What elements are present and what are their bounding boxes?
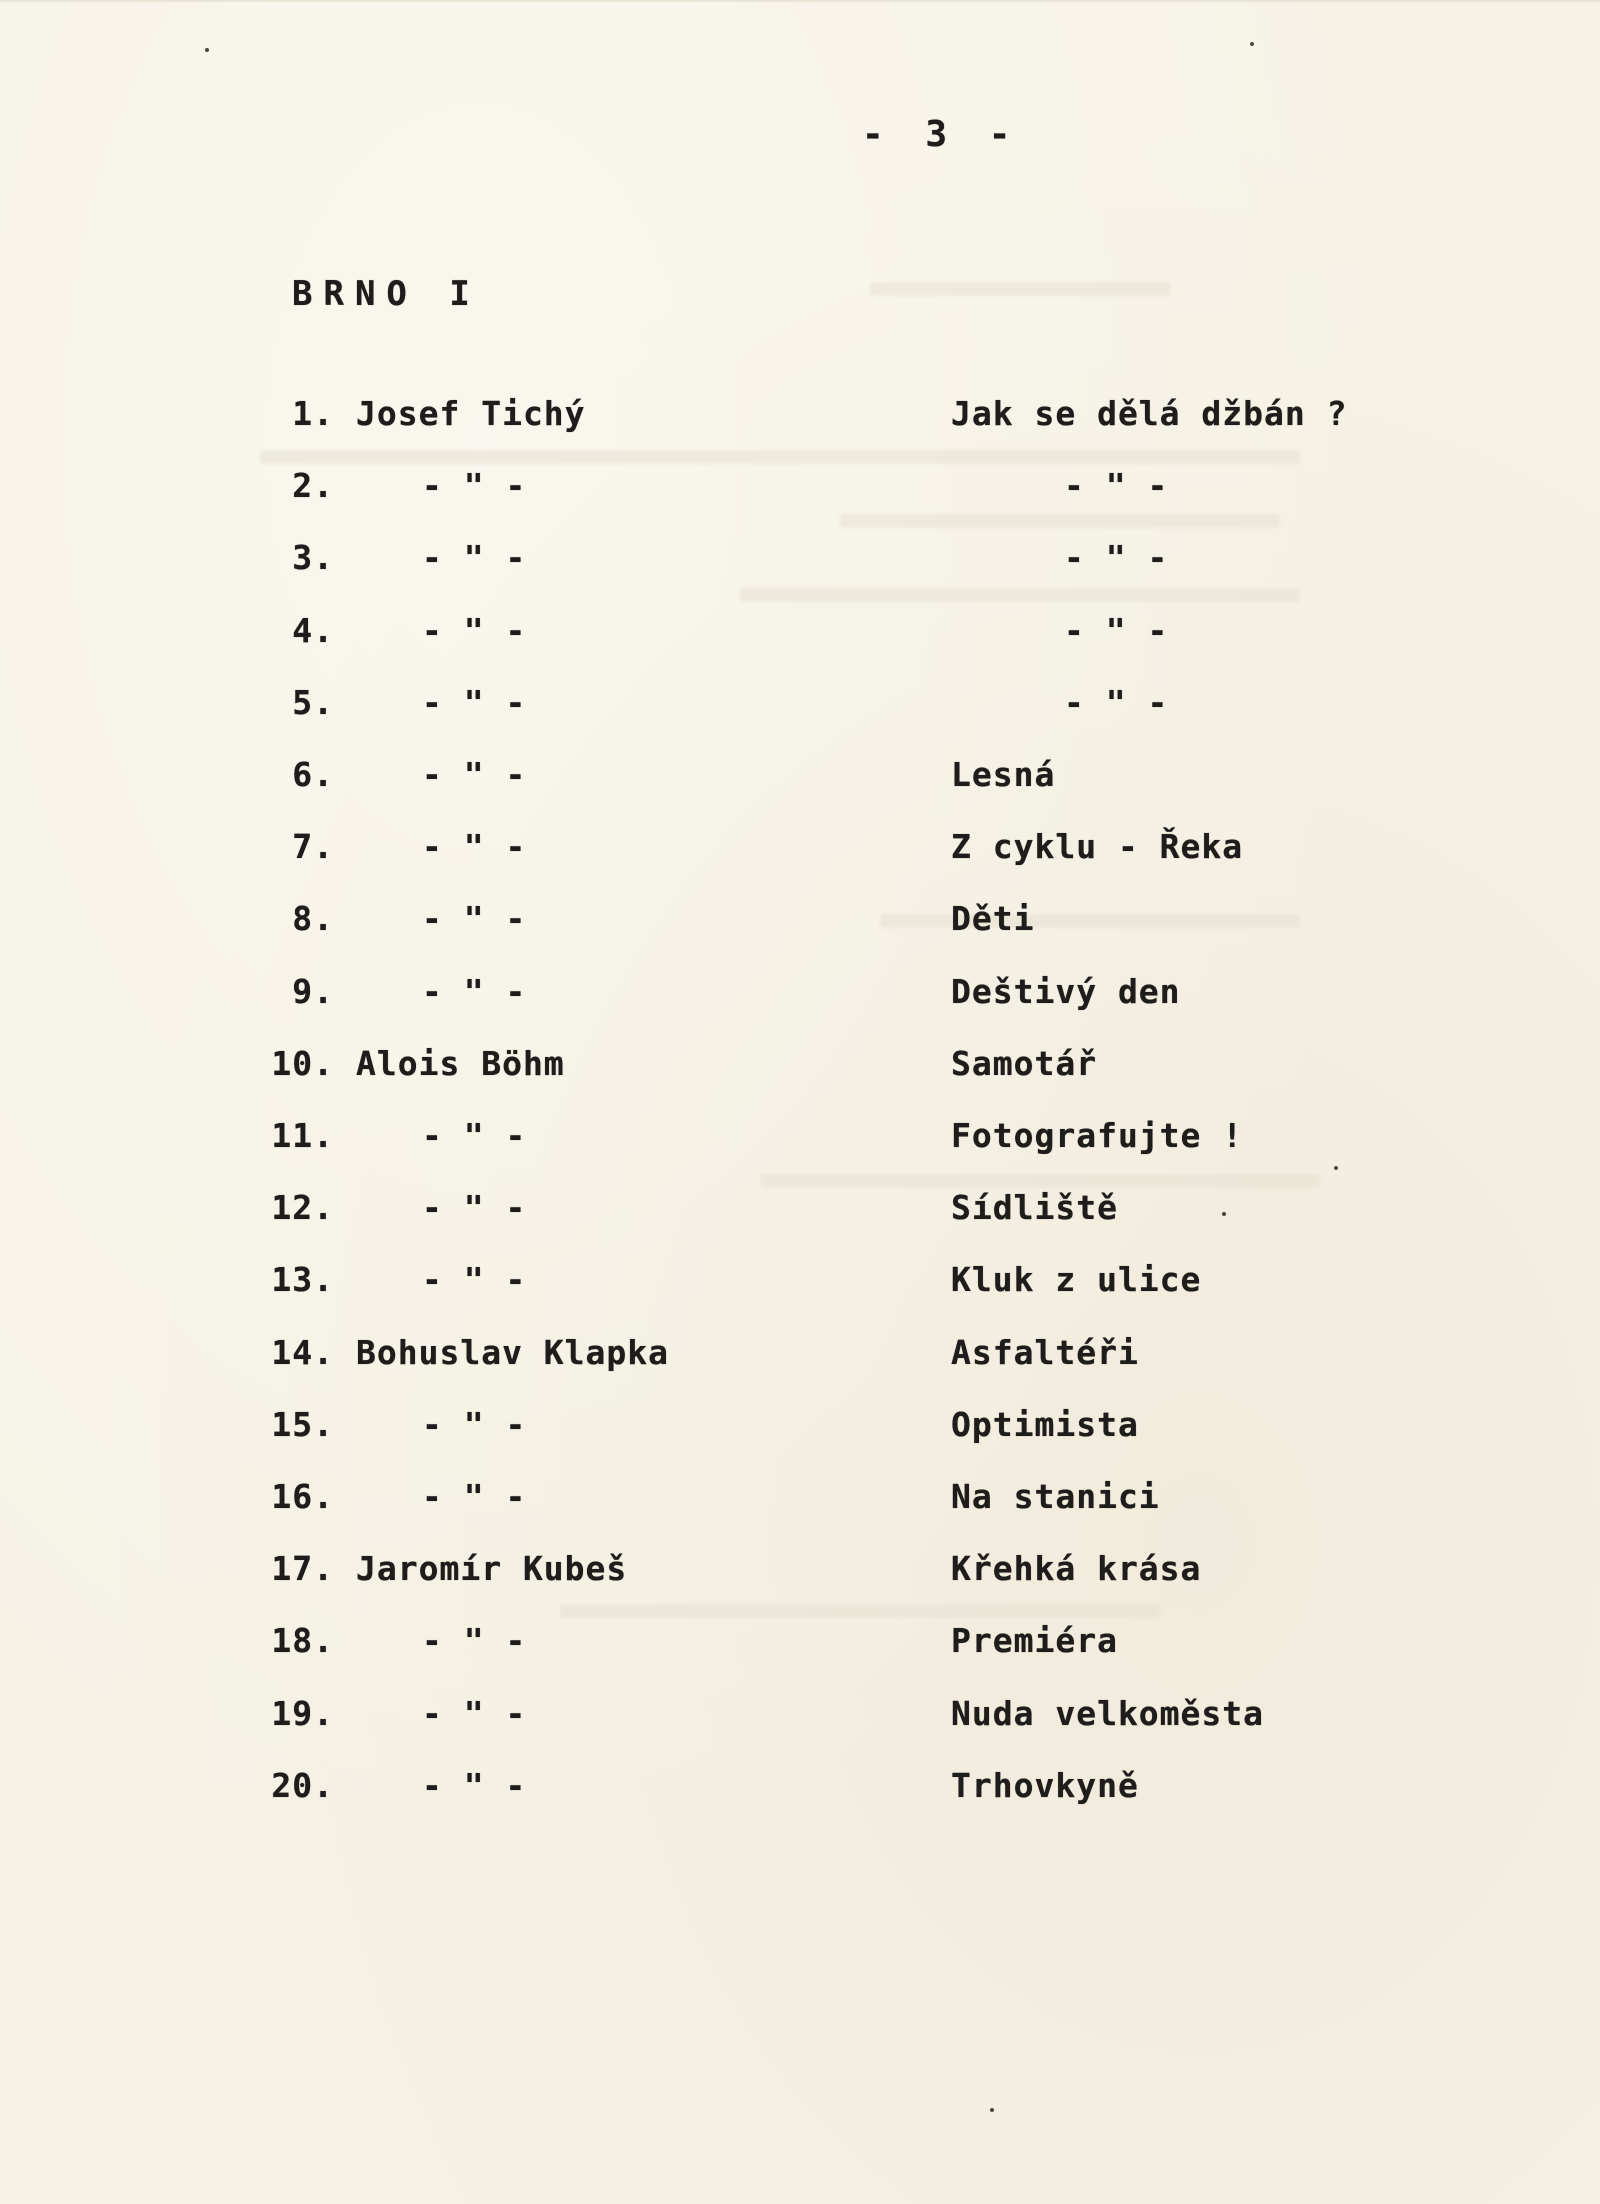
entry-number: 14. (271, 1333, 334, 1372)
entry-title: Fotografujte ! (951, 1116, 1244, 1155)
bleed-through-mark (870, 282, 1170, 296)
ink-speck (1250, 42, 1254, 46)
entry-author: - " - (422, 538, 527, 577)
list-item (0, 538, 1600, 610)
entry-number: 17. (271, 1549, 334, 1588)
entry-number: 13. (271, 1260, 334, 1299)
list-item (0, 1621, 1600, 1693)
entry-number: 7. (292, 827, 334, 866)
list-item (0, 1188, 1600, 1260)
list-item (0, 1694, 1600, 1766)
entry-author: - " - (422, 1477, 527, 1516)
list-item (0, 1333, 1600, 1405)
entry-title: Deštivý den (951, 972, 1181, 1011)
entry-title: - " - (1064, 466, 1169, 505)
entry-title: Samotář (951, 1044, 1098, 1083)
list-item (0, 899, 1600, 971)
entry-title: Z cyklu - Řeka (951, 827, 1244, 866)
entry-author: - " - (422, 1694, 527, 1733)
entry-title: Nuda velkoměsta (951, 1694, 1265, 1733)
entry-number: 5. (292, 683, 334, 722)
list-item (0, 1549, 1600, 1621)
list-item (0, 1477, 1600, 1549)
ink-speck (205, 48, 209, 52)
entry-author: - " - (422, 899, 527, 938)
entry-number: 6. (292, 755, 334, 794)
entry-title: Asfaltéři (951, 1333, 1139, 1372)
entry-author: - " - (422, 611, 527, 650)
entry-number: 16. (271, 1477, 334, 1516)
entry-number: 4. (292, 611, 334, 650)
entry-title: Jak se dělá džbán ? (951, 394, 1348, 433)
entry-title: - " - (1064, 683, 1169, 722)
entry-author: - " - (422, 1116, 527, 1155)
entry-number: 20. (271, 1766, 334, 1805)
list-item (0, 1405, 1600, 1477)
entry-title: Na stanici (951, 1477, 1160, 1516)
list-item (0, 1116, 1600, 1188)
page-number: - 3 - (862, 114, 1021, 155)
list-item (0, 611, 1600, 683)
list-item (0, 1260, 1600, 1332)
entry-author: - " - (422, 1260, 527, 1299)
entry-title: Kluk z ulice (951, 1260, 1202, 1299)
entry-number: 9. (292, 972, 334, 1011)
entry-author: Josef Tichý (356, 394, 586, 433)
entry-title: Premiéra (951, 1621, 1118, 1660)
list-item (0, 755, 1600, 827)
entry-number: 3. (292, 538, 334, 577)
entry-title: Sídliště (951, 1188, 1118, 1227)
list-item (0, 972, 1600, 1044)
entry-number: 12. (271, 1188, 334, 1227)
list-item (0, 466, 1600, 538)
list-item (0, 394, 1600, 466)
entry-author: - " - (422, 1766, 527, 1805)
list-item (0, 683, 1600, 755)
entry-number: 8. (292, 899, 334, 938)
list-item (0, 1766, 1600, 1838)
entry-number: 15. (271, 1405, 334, 1444)
ink-speck (990, 2108, 994, 2112)
entry-number: 2. (292, 466, 334, 505)
entry-title: Křehká krása (951, 1549, 1202, 1588)
entry-title: Optimista (951, 1405, 1139, 1444)
entry-author: - " - (422, 1621, 527, 1660)
entry-author: - " - (422, 972, 527, 1011)
entry-author: - " - (422, 827, 527, 866)
list-item (0, 827, 1600, 899)
entry-author: - " - (422, 1188, 527, 1227)
entry-number: 10. (271, 1044, 334, 1083)
entry-title: - " - (1064, 538, 1169, 577)
entry-number: 1. (292, 394, 334, 433)
entry-title: Děti (951, 899, 1035, 938)
entry-author: - " - (422, 755, 527, 794)
entry-author: - " - (422, 1405, 527, 1444)
list-item (0, 1044, 1600, 1116)
entry-author: Jaromír Kubeš (356, 1549, 628, 1588)
section-heading: BRNO I (292, 274, 481, 314)
entry-number: 11. (271, 1116, 334, 1155)
entry-title: Trhovkyně (951, 1766, 1139, 1805)
entry-author: Bohuslav Klapka (356, 1333, 670, 1372)
entry-number: 19. (271, 1694, 334, 1733)
entry-title: - " - (1064, 611, 1169, 650)
entry-title: Lesná (951, 755, 1056, 794)
entry-number: 18. (271, 1621, 334, 1660)
entry-author: - " - (422, 683, 527, 722)
entry-author: - " - (422, 466, 527, 505)
entry-author: Alois Böhm (356, 1044, 565, 1083)
